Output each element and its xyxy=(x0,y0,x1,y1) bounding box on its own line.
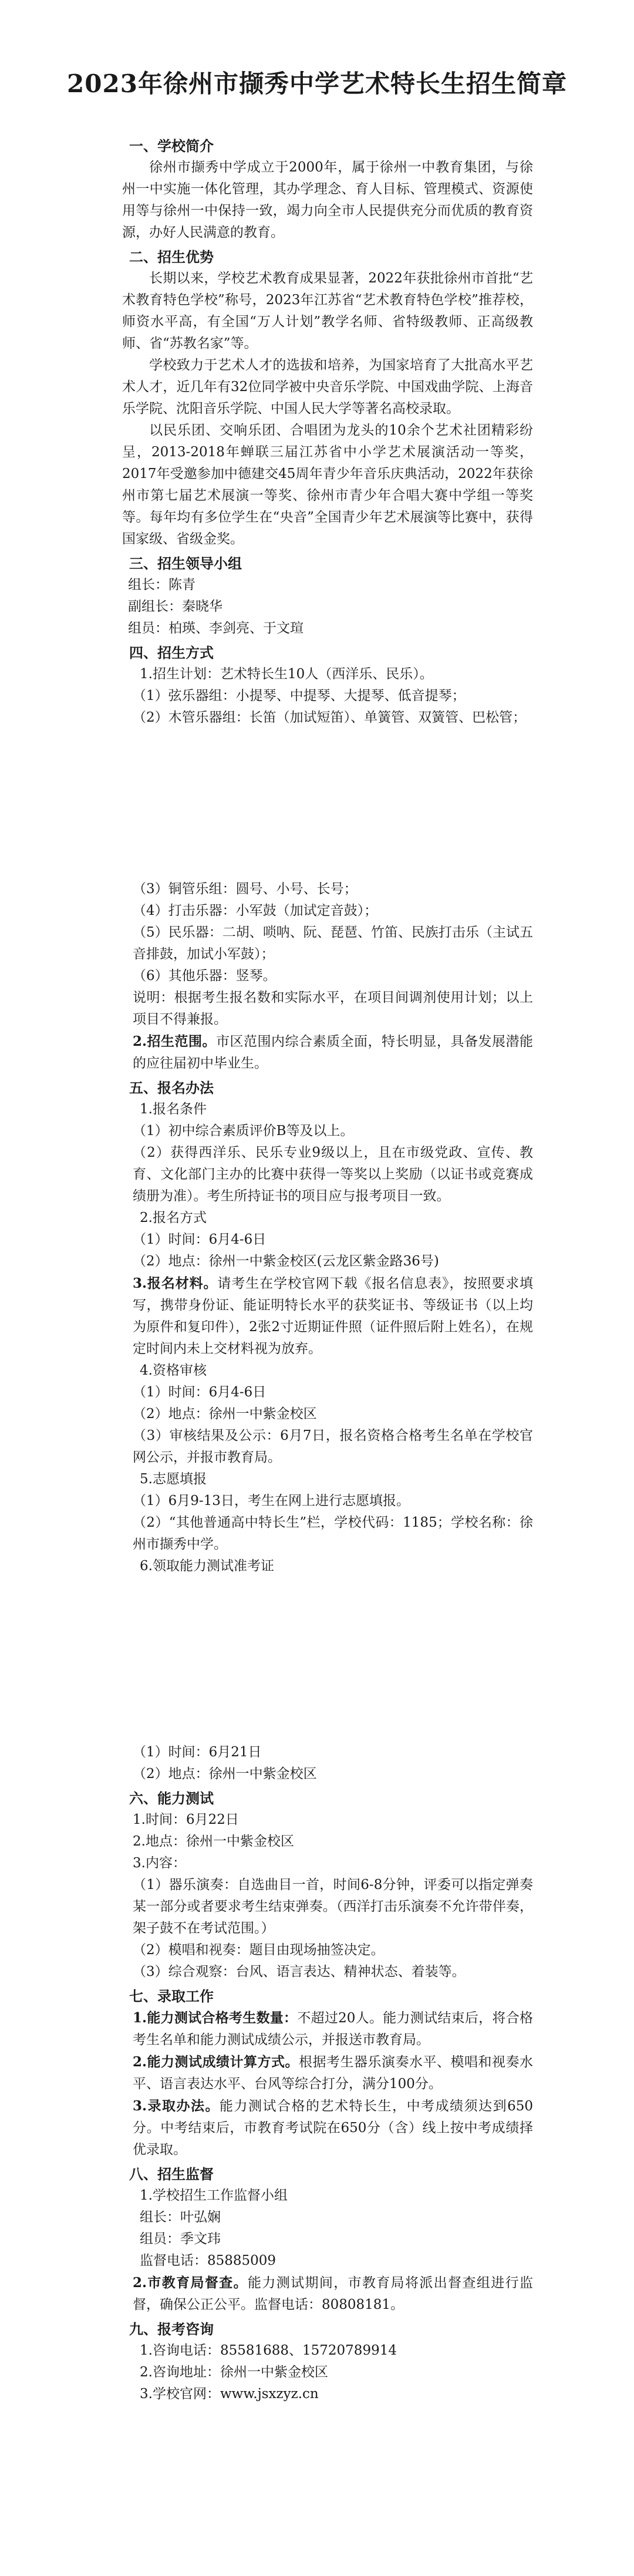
blank-space xyxy=(122,1577,533,1742)
consultation-phone: 1.咨询电话：85581688、15720789914 xyxy=(140,2343,397,2358)
registration-materials-text: 请考生在学校官网下载《报名信息表》，按照要求填写，携带身份证、能证明特长水平的获奖证书、等级证书（以上均为原件和复印件），2张2寸近期证件照（证件照后附上姓名），在规定时间内未上交材料视为放弃。 xyxy=(133,1276,534,1356)
registration-method-place: （2）地点：徐州一中紫金校区(云龙区紫金路36号) xyxy=(133,1254,439,1269)
registration-condition-1: （1）初中综合素质评价B等及以上。 xyxy=(133,1123,354,1139)
admission-quota xyxy=(122,2007,533,2051)
wish-filling-1: （1）6月9-13日，考生在网上进行志愿填报。 xyxy=(133,1493,410,1508)
supervision-leader: 组长：叶弘娴 xyxy=(140,2210,221,2225)
section-heading-consultation: 九、报考咨询 xyxy=(129,2321,214,2338)
admission-ticket-place: （2）地点：徐州一中紫金校区 xyxy=(133,1766,317,1782)
wish-filling-title: 5.志愿填报 xyxy=(140,1471,207,1487)
blank-space xyxy=(122,729,533,878)
qualification-review-place: （2）地点：徐州一中紫金校区 xyxy=(133,1406,317,1422)
enrollment-range-label: 2.招生范围。 xyxy=(133,1033,217,1049)
section-heading-school-intro: 一、学校简介 xyxy=(129,137,214,154)
section-heading-enrollment-method: 四、招生方式 xyxy=(129,644,214,661)
document-title: 2023年徐州市撷秀中学艺术特长生招生简章 xyxy=(67,69,567,98)
supervision-bureau-text: 能力测试期间，市教育局将派出督查组进行监督，确保公正公平。监督电话：80808181。 xyxy=(133,2275,534,2312)
admission-method-text: 能力测试合格的艺术特长生，中考成绩须达到650分。中考结束后，市教育考试院在650分（含）线上按中考成绩择优录取。 xyxy=(133,2099,533,2157)
enrollment-range xyxy=(122,1031,533,1075)
instrument-group-strings: （1）弦乐器组：小提琴、中提琴、大提琴、低音提琴； xyxy=(133,688,466,703)
enrollment-plan: 1.招生计划：艺术特长生10人（西洋乐、民乐）。 xyxy=(140,666,433,682)
admission-method xyxy=(122,2095,533,2161)
registration-condition-2: （2）获得西洋乐、民乐专业9级以上，且在市级党政、宣传、教育、文化部门主办的比赛中获得一等奖以上奖励（以证书或竞赛成绩册为准）。考生所持证书的项目应与报考项目一致。 xyxy=(133,1145,533,1204)
registration-materials-label: 3.报名材料。 xyxy=(133,1275,218,1291)
qualification-review-result: （3）审核结果及公示：6月7日，报名资格合格考生名单在学校官网公示，并报市教育局。 xyxy=(133,1428,533,1465)
section-heading-supervision: 八、招生监督 xyxy=(129,2166,214,2183)
leadership-deputy: 副组长：秦晓华 xyxy=(128,599,222,614)
enrollment-note: 说明：根据考生报名数和实际水平，在项目间调剂使用计划；以上项目不得兼报。 xyxy=(133,990,533,1027)
instrument-group-percussion: （4）打击乐器：小军鼓（加试定音鼓）； xyxy=(133,903,378,918)
advantages-paragraph-2: 学校致力于艺术人才的选拔和培养，为国家培育了大批高水平艺术人才，近几年有32位同学被中央音乐学院、中国戏曲学院、上海音乐学院、沈阳音乐学院、中国人民大学等著名高校录取。 xyxy=(122,358,533,416)
instrument-group-brass: （3）铜管乐组：圆号、小号、长号； xyxy=(133,881,358,897)
supervision-phone: 监督电话：85885009 xyxy=(140,2253,276,2268)
admission-method-label: 3.录取办法。 xyxy=(133,2098,220,2114)
admission-scoring xyxy=(122,2051,533,2095)
registration-materials xyxy=(122,1272,533,1360)
admission-quota-text: 不超过20人。能力测试结束后，将合格考生名单和能力测试成绩公示，并报送市教育局。 xyxy=(133,2011,533,2048)
school-intro-paragraph: 徐州市撷秀中学成立于2000年，属于徐州一中教育集团，与徐州一中实施一体化管理，其办学理念、育人目标、管理模式、资源使用等与徐州一中保持一致，竭力向全市人民提供充分而优质的教育资源，办好人民满意的教育。 xyxy=(122,160,533,240)
admission-scoring-text: 根据考生器乐演奏水平、模唱和视奏水平、语言表达水平、台风等综合打分，满分100分。 xyxy=(133,2055,534,2092)
ability-test-content-title: 3.内容： xyxy=(133,1856,186,1871)
ability-test-content-2: （2）模唱和视奏：题目由现场抽签决定。 xyxy=(133,1942,385,1958)
qualification-review-time: （1）时间：6月4-6日 xyxy=(133,1385,267,1400)
section-heading-leadership: 三、招生领导小组 xyxy=(129,555,242,572)
ability-test-time: 1.时间：6月22日 xyxy=(133,1812,239,1827)
advantages-paragraph-3: 以民乐团、交响乐团、合唱团为龙头的10余个艺术社团精彩纷呈，2013-2018年蝉联三届江苏省中小学艺术展演活动一等奖，2017年受邀参加中德建交45周年青少年音乐庆典活动，2022年获徐州市第七届艺术展演一等奖、徐州市青少年合唱大赛中学组一等奖等。每年均有多位学生在“央音”全国青少年艺术展演等比赛中，获得国家级、省级金奖。 xyxy=(122,423,533,547)
instrument-group-woodwinds: （2）木管乐器组：长笛（加试短笛）、单簧管、双簧管、巴松管； xyxy=(133,710,527,725)
document-body xyxy=(122,135,533,2405)
consultation-address: 2.咨询地址：徐州一中紫金校区 xyxy=(140,2365,328,2380)
supervision-bureau xyxy=(122,2272,533,2316)
section-heading-advantages: 二、招生优势 xyxy=(129,248,214,265)
leadership-leader: 组长：陈青 xyxy=(128,577,195,592)
registration-conditions-title: 1.报名条件 xyxy=(140,1102,207,1117)
qualification-review-title: 4.资格审核 xyxy=(140,1363,207,1378)
section-heading-ability-test: 六、能力测试 xyxy=(129,1790,214,1807)
admission-ticket-time: （1）时间：6月21日 xyxy=(133,1745,262,1760)
supervision-bureau-label: 2.市教育局督查。 xyxy=(133,2275,248,2291)
section-heading-admission: 七、录取工作 xyxy=(129,1988,214,2005)
supervision-group-title: 1.学校招生工作监督小组 xyxy=(140,2188,288,2203)
enrollment-range-text: 市区范围内综合素质全面，特长明显，具备发展潜能的应往届初中毕业生。 xyxy=(133,1034,534,1071)
admission-quota-label: 1.能力测试合格考生数量： xyxy=(133,2010,298,2026)
registration-method-time: （1）时间：6月4-6日 xyxy=(133,1232,267,1247)
ability-test-place: 2.地点：徐州一中紫金校区 xyxy=(133,1834,294,1849)
advantages-paragraph-1: 长期以来，学校艺术教育成果显著，2022年获批徐州市首批“艺术教育特色学校”称号，2023年江苏省“艺术教育特色学校”推荐校，师资水平高，有全国“万人计划”教学名师、省特级教师、正高级教师、省“苏教名家”等。 xyxy=(122,271,533,351)
consultation-website: 3.学校官网：www.jsxzyz.cn xyxy=(140,2386,319,2402)
ability-test-content-3: （3）综合观察：台风、语言表达、精神状态、着装等。 xyxy=(133,1964,466,1979)
leadership-members: 组员：柏瑛、李剑亮、于文瑄 xyxy=(128,621,303,636)
instrument-group-folk: （5）民乐器：二胡、唢呐、阮、琵琶、竹笛、民族打击乐（主试五音排鼓，加试小军鼓）； xyxy=(133,925,533,962)
admission-scoring-label: 2.能力测试成绩计算方式。 xyxy=(133,2054,299,2070)
registration-method-title: 2.报名方式 xyxy=(140,1210,207,1225)
instrument-group-other: （6）其他乐器：竖琴。 xyxy=(133,968,276,984)
admission-ticket-title: 6.领取能力测试准考证 xyxy=(140,1558,274,1574)
wish-filling-2: （2）“其他普通高中特长生”栏，学校代码：1185；学校名称：徐州市撷秀中学。 xyxy=(133,1515,533,1552)
ability-test-content-1: （1）器乐演奏：自选曲目一首，时间6-8分钟，评委可以指定弹奏某一部分或者要求考生结束弹奏。（西洋打击乐演奏不允许带伴奏，架子鼓不在考试范围。） xyxy=(133,1877,533,1936)
supervision-member: 组员：季文玮 xyxy=(140,2231,221,2247)
section-heading-registration: 五、报名办法 xyxy=(129,1079,214,1096)
